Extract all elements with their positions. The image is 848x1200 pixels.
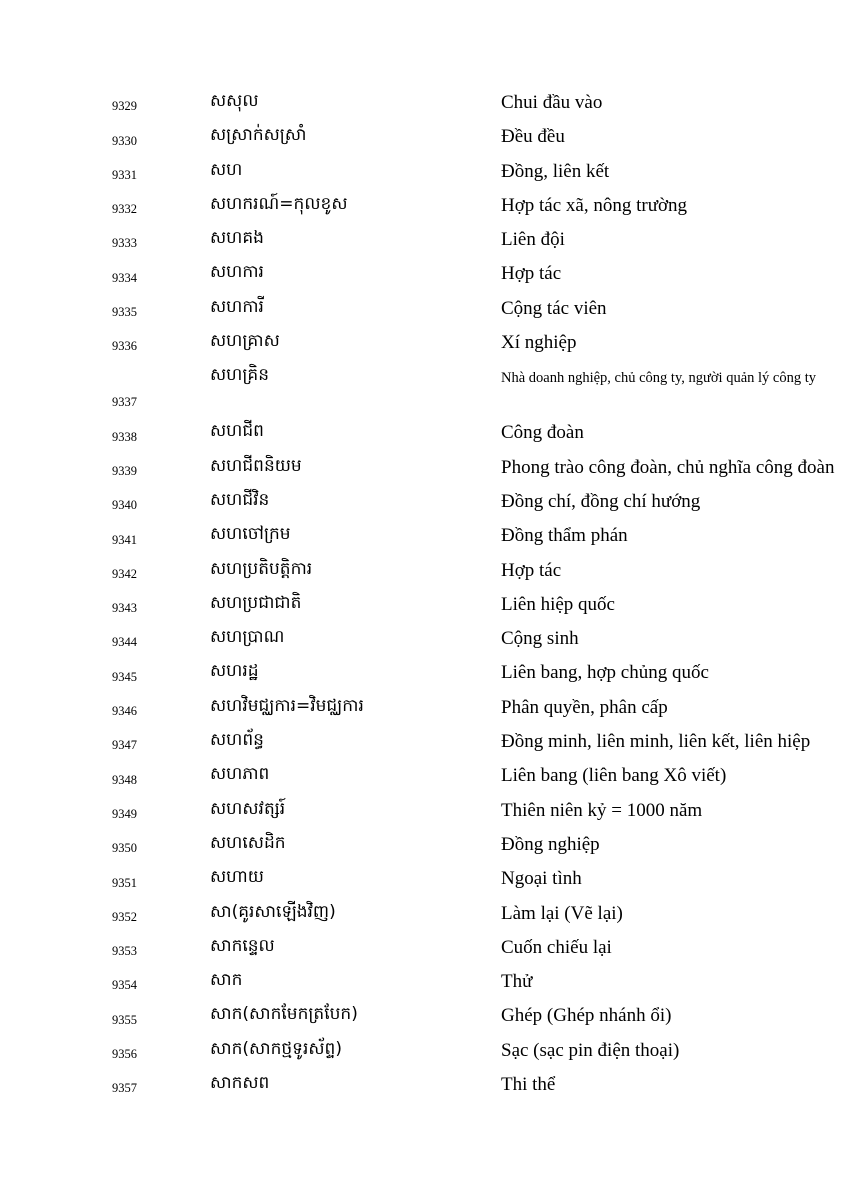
entry-row (0, 897, 848, 931)
khmer-term: សាក (210, 970, 243, 991)
khmer-term: សហចៅក្រម (210, 524, 291, 545)
entry-row (0, 725, 848, 759)
vietnamese-meaning: Đồng chí, đồng chí hướng (501, 490, 701, 512)
khmer-term: សា(គូរសាឡើងវិញ) (210, 901, 336, 922)
khmer-term: សហប្រជាជាតិ (210, 592, 302, 613)
entry-row (0, 691, 848, 725)
vietnamese-meaning: Thi thể (501, 1074, 556, 1096)
entry-row (0, 485, 848, 519)
khmer-term: សហវិមជ្ឈការ=វិមជ្ឈការ (210, 695, 364, 716)
khmer-term: សហជីពនិយម (210, 455, 302, 476)
entry-number: 9345 (112, 669, 137, 684)
entry-row (0, 794, 848, 828)
khmer-term: សហរដ្ឋ (210, 661, 259, 682)
vietnamese-meaning: Hợp tác (501, 263, 562, 285)
entry-row (0, 1034, 848, 1068)
entry-number: 9344 (112, 635, 137, 650)
entry-number: 9333 (112, 236, 137, 251)
khmer-term: សហសវត្សរ៍ (210, 798, 286, 819)
entry-number: 9357 (112, 1081, 137, 1096)
khmer-term: សហការ (210, 262, 264, 283)
entry-row (0, 931, 848, 965)
khmer-term: សហប្រាណ (210, 627, 285, 648)
vietnamese-meaning: Cộng sinh (501, 628, 579, 650)
khmer-term: សហព័ន្ធ (210, 730, 264, 751)
entry-row (0, 360, 848, 416)
entry-row (0, 862, 848, 896)
khmer-term: សហគង (210, 228, 264, 249)
entry-number: 9356 (112, 1047, 137, 1062)
entry-row (0, 223, 848, 257)
vietnamese-meaning: Đồng thẩm phán (501, 525, 628, 547)
khmer-term: សហសេដិក (210, 832, 286, 853)
entry-number: 9342 (112, 566, 137, 581)
vietnamese-meaning: Làm lại (Vẽ lại) (501, 902, 623, 924)
entry-number: 9334 (112, 270, 137, 285)
vietnamese-meaning: Cuốn chiếu lại (501, 936, 612, 958)
khmer-term: សហប្រតិបត្តិការ (210, 558, 313, 579)
entry-number: 9350 (112, 841, 137, 856)
entry-number: 9335 (112, 305, 137, 320)
vietnamese-meaning: Cộng tác viên (501, 297, 607, 319)
khmer-term: សហ (210, 159, 243, 180)
entry-number: 9329 (112, 99, 137, 114)
vietnamese-meaning: Sạc (sạc pin điện thoại) (501, 1039, 680, 1061)
vietnamese-meaning: Nhà doanh nghiệp, chủ công ty, người quản lý công ty (501, 370, 816, 387)
entry-row (0, 451, 848, 485)
vietnamese-meaning: Thử (501, 971, 533, 993)
entry-row (0, 120, 848, 154)
entry-row (0, 257, 848, 291)
entry-number: 9348 (112, 772, 137, 787)
entry-row (0, 326, 848, 360)
entry-row (0, 1068, 848, 1102)
khmer-term: សហជីវិន (210, 489, 270, 510)
vietnamese-meaning: Liên bang, hợp chủng quốc (501, 662, 709, 684)
entry-number: 9339 (112, 463, 137, 478)
khmer-term: សាក(សាកមែកត្របែក) (210, 1004, 358, 1025)
entry-row (0, 416, 848, 450)
entry-number: 9354 (112, 978, 137, 993)
vietnamese-meaning: Ghép (Ghép nhánh ổi) (501, 1005, 672, 1027)
entry-row (0, 965, 848, 999)
vietnamese-meaning: Liên hiệp quốc (501, 593, 615, 615)
entry-number: 9343 (112, 601, 137, 616)
vietnamese-meaning: Hợp tác xã, nông trường (501, 194, 688, 216)
entry-number: 9332 (112, 202, 137, 217)
khmer-term: សហគ្រាស (210, 331, 280, 352)
entry-number: 9351 (112, 875, 137, 890)
vietnamese-meaning: Chui đầu vào (501, 92, 603, 113)
khmer-term: សហគ្រិន (210, 365, 270, 386)
entry-number: 9349 (112, 806, 137, 821)
entry-row (0, 656, 848, 690)
entry-number: 9337 (112, 395, 137, 410)
entry-list (0, 86, 848, 1102)
entry-number: 9340 (112, 498, 137, 513)
vietnamese-meaning: Đồng nghiệp (501, 833, 600, 855)
vietnamese-meaning: Xí nghiệp (501, 332, 577, 354)
entry-number: 9338 (112, 429, 137, 444)
khmer-term: សាកន្ទេល (210, 935, 275, 956)
entry-number: 9331 (112, 167, 137, 182)
entry-row (0, 189, 848, 223)
entry-row (0, 999, 848, 1033)
vietnamese-meaning: Phân quyền, phân cấp (501, 696, 668, 718)
vietnamese-meaning: Thiên niên kỷ = 1000 năm (501, 799, 703, 821)
vietnamese-meaning: Liên bang (liên bang Xô viết) (501, 765, 727, 787)
vietnamese-meaning: Công đoàn (501, 422, 584, 444)
entry-number: 9330 (112, 133, 137, 148)
khmer-term: សសុល (210, 91, 259, 111)
entry-number: 9347 (112, 738, 137, 753)
entry-row (0, 622, 848, 656)
khmer-term: សហជីព (210, 421, 264, 442)
entry-row (0, 828, 848, 862)
khmer-term: សហករណ៍=កុលខូស (210, 193, 348, 214)
entry-number: 9341 (112, 532, 137, 547)
vietnamese-meaning: Đồng minh, liên minh, liên kết, liên hiệp (501, 731, 811, 753)
entry-row (0, 554, 848, 588)
entry-number: 9353 (112, 944, 137, 959)
khmer-term: សហការី (210, 296, 264, 317)
khmer-term: សហភាព (210, 764, 270, 785)
entry-number: 9346 (112, 704, 137, 719)
entry-row (0, 292, 848, 326)
khmer-term: សស្រាក់សស្រាំ (210, 125, 307, 146)
vietnamese-meaning: Liên đội (501, 229, 565, 251)
entry-row (0, 519, 848, 553)
vietnamese-meaning: Đều đều (501, 126, 565, 148)
khmer-term: សាកសព (210, 1073, 270, 1094)
vietnamese-meaning: Phong trào công đoàn, chủ nghĩa công đoàn (501, 456, 835, 478)
vietnamese-meaning: Hợp tác (501, 559, 562, 581)
vietnamese-meaning: Đồng, liên kết (501, 160, 610, 182)
khmer-term: សាក(សាកថ្មទូរស័ព្ទ) (210, 1038, 342, 1059)
entry-number: 9355 (112, 1012, 137, 1027)
entry-row (0, 155, 848, 189)
entry-row (0, 86, 848, 120)
entry-number: 9336 (112, 339, 137, 354)
entry-number: 9352 (112, 909, 137, 924)
khmer-term: សហាយ (210, 867, 264, 888)
vietnamese-meaning: Ngoại tình (501, 868, 582, 890)
entry-row (0, 759, 848, 793)
entry-row (0, 588, 848, 622)
